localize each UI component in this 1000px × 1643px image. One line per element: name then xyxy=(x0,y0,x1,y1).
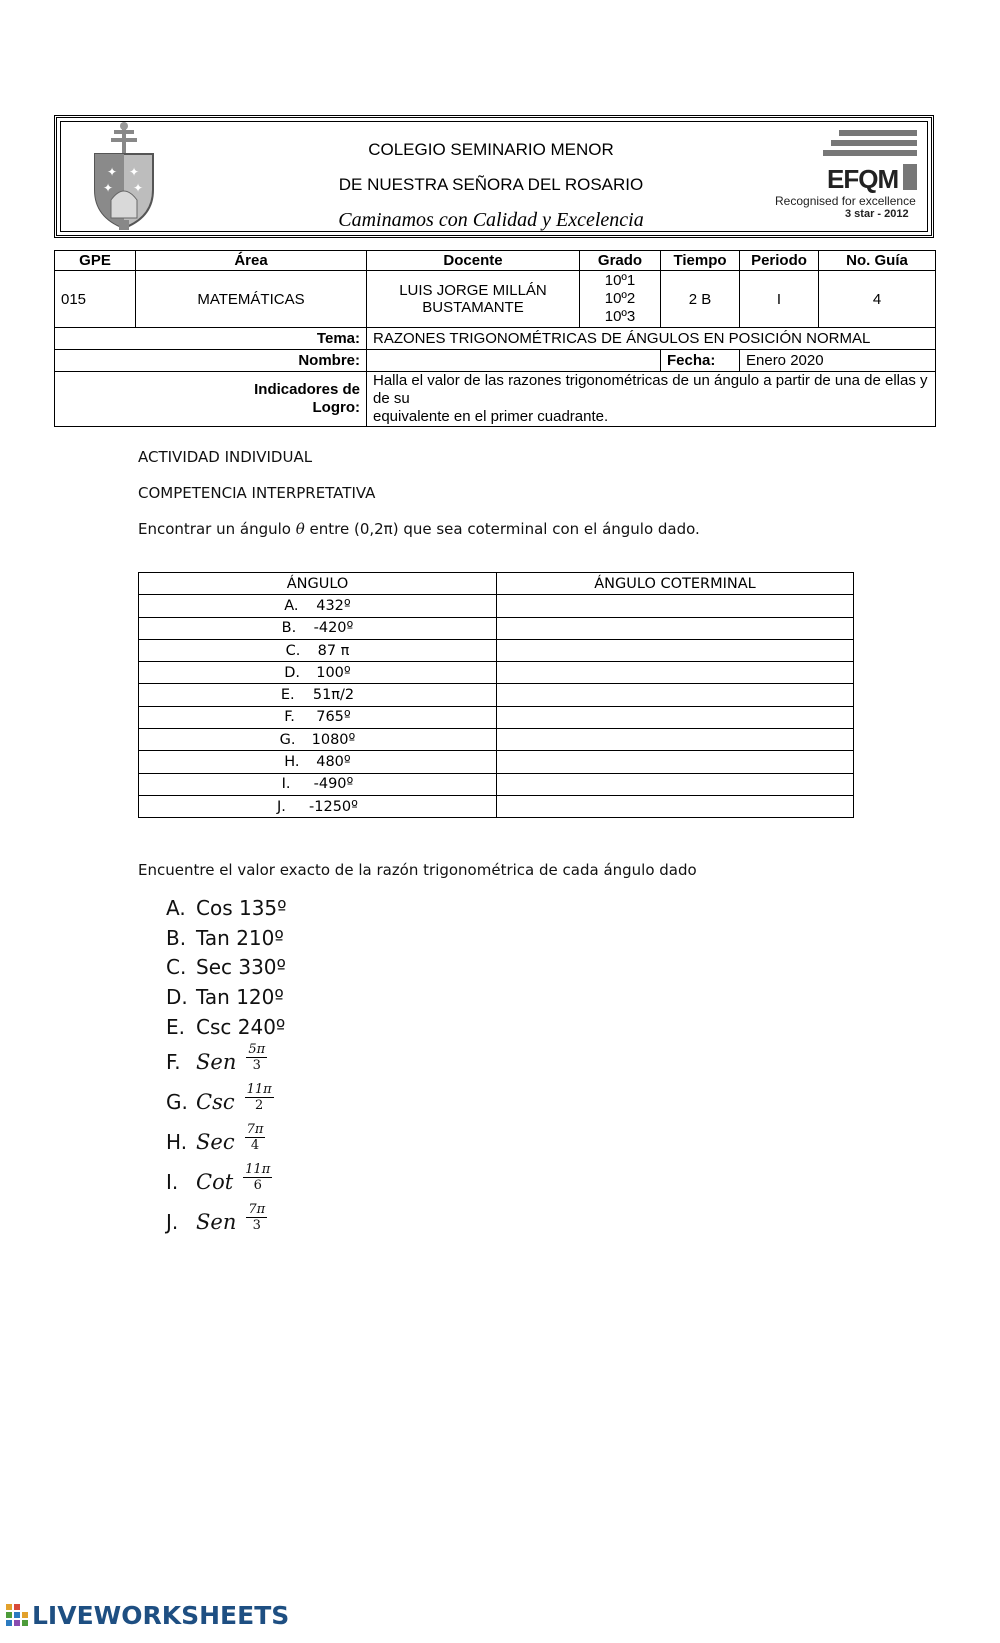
nombre-field[interactable] xyxy=(367,350,661,372)
angle-cell xyxy=(139,595,497,617)
coterminal-answer[interactable] xyxy=(497,795,854,817)
liveworksheets-grid-icon xyxy=(6,1604,28,1626)
table-row xyxy=(139,751,854,773)
docente-value xyxy=(367,271,580,328)
area-value: MATEMÁTICAS xyxy=(136,271,367,328)
header-guia: No. Guía xyxy=(819,251,936,271)
angle-value: 432º xyxy=(316,597,351,614)
item-text: Csc 240º xyxy=(196,1015,286,1039)
indicadores-label-1: Indicadores de xyxy=(254,381,360,398)
list-item xyxy=(166,955,286,979)
item-letter: E. xyxy=(166,1015,185,1039)
table-row xyxy=(139,706,854,728)
svg-text:✦: ✦ xyxy=(129,165,140,179)
col-coterminal: ÁNGULO COTERMINAL xyxy=(497,573,854,595)
table-row xyxy=(139,773,854,795)
grado-3: 10º3 xyxy=(604,308,636,325)
item-letter: I. xyxy=(166,1170,179,1194)
list-item xyxy=(166,1162,272,1199)
coterminal-answer[interactable] xyxy=(497,617,854,639)
table-row xyxy=(139,662,854,684)
header-grado: Grado xyxy=(580,251,661,271)
angle-letter: G. xyxy=(279,731,296,748)
angle-letter: B. xyxy=(281,620,297,637)
angle-value: -420º xyxy=(313,620,354,637)
table-row xyxy=(139,684,854,706)
angle-cell xyxy=(139,729,497,751)
list-item xyxy=(166,1042,267,1079)
coterminal-answer[interactable] xyxy=(497,684,854,706)
fraction xyxy=(246,1202,267,1233)
item-letter: C. xyxy=(166,955,187,979)
indicadores-label xyxy=(55,372,367,427)
list-item xyxy=(166,1015,285,1039)
numerator: 7π xyxy=(248,1202,266,1217)
school-name-line2: DE NUESTRA SEÑORA DEL ROSARIO xyxy=(338,175,644,194)
coterminal-answer[interactable] xyxy=(497,639,854,661)
item-text: Tan 120º xyxy=(196,985,284,1009)
angle-value: 87 π xyxy=(317,642,350,659)
trig-function: Csc xyxy=(196,1090,235,1114)
denominator: 4 xyxy=(250,1138,260,1153)
numerator: 11π xyxy=(245,1162,271,1177)
header-area: Área xyxy=(136,251,367,271)
numerator: 5π xyxy=(248,1042,266,1057)
angle-letter: H. xyxy=(284,754,300,771)
item-letter: B. xyxy=(166,926,187,950)
angle-cell xyxy=(139,639,497,661)
angle-value: 765º xyxy=(316,709,351,726)
fecha-value: Enero 2020 xyxy=(740,350,936,372)
denominator: 2 xyxy=(255,1098,264,1113)
header-gpe: GPE xyxy=(55,251,136,271)
numerator: 11π xyxy=(246,1082,272,1097)
school-motto: Caminamos con Calidad y Excelencia xyxy=(338,209,644,231)
instruction1-part-b: entre (0,2π) que sea coterminal con el ángulo dado. xyxy=(304,520,700,538)
angle-value: -490º xyxy=(313,776,354,793)
indicadores-line1: Halla el valor de las razones trigonométricas de un ángulo a partir de una de ellas y de su xyxy=(373,372,928,407)
activity-title: ACTIVIDAD INDIVIDUAL xyxy=(138,448,313,466)
grado-1: 10º1 xyxy=(604,272,636,289)
indicadores-line2: equivalente en el primer cuadrante. xyxy=(373,408,609,425)
fraction xyxy=(245,1082,274,1113)
angle-value: 1080º xyxy=(311,731,356,748)
table-row xyxy=(139,795,854,817)
angle-letter: F. xyxy=(284,709,295,726)
info-table xyxy=(54,250,936,427)
nombre-row xyxy=(55,350,936,372)
guia-value: 4 xyxy=(819,271,936,328)
angle-letter: J. xyxy=(277,798,286,815)
tema-row xyxy=(55,328,936,350)
tema-label: Tema: xyxy=(55,328,367,350)
liveworksheets-wordmark: LIVEWORKSHEETS xyxy=(32,1600,290,1630)
item-letter: D. xyxy=(166,985,188,1009)
angle-value: 51π/2 xyxy=(312,687,355,704)
instruction-coterminal xyxy=(138,520,700,538)
angle-letter: A. xyxy=(284,597,299,614)
svg-text:✦: ✦ xyxy=(103,181,114,195)
svg-text:✦: ✦ xyxy=(133,181,144,195)
angle-letter: D. xyxy=(284,664,301,681)
header-periodo: Periodo xyxy=(740,251,819,271)
efqm-word: EFQM xyxy=(827,164,899,194)
tiempo-value: 2 B xyxy=(661,271,740,328)
indicadores-value xyxy=(367,372,936,427)
coterminal-answer[interactable] xyxy=(497,773,854,795)
list-item xyxy=(166,926,284,950)
item-letter: J. xyxy=(166,1210,179,1234)
denominator: 3 xyxy=(252,1058,261,1073)
fraction xyxy=(246,1042,267,1073)
efqm-stars: 3 star - 2012 xyxy=(845,208,909,220)
theta-symbol: θ xyxy=(295,520,305,538)
list-item xyxy=(166,896,287,920)
item-letter: G. xyxy=(166,1090,188,1114)
list-item xyxy=(166,1082,274,1119)
tema-value: RAZONES TRIGONOMÉTRICAS DE ÁNGULOS EN POSICIÓN NORMAL xyxy=(367,328,936,350)
angle-letter: C. xyxy=(285,642,301,659)
table-row xyxy=(139,639,854,661)
info-values-row xyxy=(55,271,936,328)
grado-value xyxy=(580,271,661,328)
coterminal-answer[interactable] xyxy=(497,751,854,773)
coterminal-answer[interactable] xyxy=(497,729,854,751)
angle-cell xyxy=(139,617,497,639)
fraction xyxy=(243,1162,272,1193)
numerator: 7π xyxy=(246,1122,264,1137)
angle-cell xyxy=(139,684,497,706)
angle-cell xyxy=(139,795,497,817)
header-docente: Docente xyxy=(367,251,580,271)
item-letter: A. xyxy=(166,896,186,920)
indicadores-label-2: Logro: xyxy=(312,399,360,416)
school-header xyxy=(54,115,934,238)
coterminal-answer[interactable] xyxy=(497,706,854,728)
list-item xyxy=(166,985,284,1009)
table-row xyxy=(139,595,854,617)
school-header-inner xyxy=(60,121,928,232)
indicadores-row xyxy=(55,372,936,427)
fraction xyxy=(245,1122,266,1153)
instruction1-part-a: Encontrar un ángulo xyxy=(138,520,296,538)
instruction-ratios: Encuentre el valor exacto de la razón trigonométrica de cada ángulo dado xyxy=(138,861,697,879)
nombre-label: Nombre: xyxy=(55,350,367,372)
info-header-row xyxy=(55,251,936,271)
docente-line1: LUIS JORGE MILLÁN xyxy=(399,282,547,299)
competence-title: COMPETENCIA INTERPRETATIVA xyxy=(138,484,376,502)
item-text: Sec 330º xyxy=(196,955,286,979)
trig-function: Cot xyxy=(196,1170,234,1194)
col-angulo: ÁNGULO xyxy=(139,573,497,595)
liveworksheets-logo[interactable] xyxy=(6,1600,289,1630)
school-crest-icon xyxy=(89,122,159,234)
school-name-line1: COLEGIO SEMINARIO MENOR xyxy=(368,140,614,159)
docente-line2: BUSTAMANTE xyxy=(422,299,524,316)
table-row xyxy=(139,617,854,639)
angle-cell xyxy=(139,662,497,684)
periodo-value: I xyxy=(740,271,819,328)
angle-value: 480º xyxy=(316,754,351,771)
angle-letter: E. xyxy=(280,687,295,704)
trig-function: Sen xyxy=(196,1050,237,1074)
trig-function: Sec xyxy=(196,1130,235,1154)
item-text: Tan 210º xyxy=(196,926,284,950)
item-letter: H. xyxy=(166,1130,188,1154)
angle-letter: I. xyxy=(281,776,291,793)
list-item xyxy=(166,1202,267,1239)
table-row xyxy=(139,729,854,751)
coterminal-answer[interactable] xyxy=(497,662,854,684)
header-tiempo: Tiempo xyxy=(661,251,740,271)
denominator: 3 xyxy=(252,1218,261,1233)
list-item xyxy=(166,1122,265,1159)
trig-function: Sen xyxy=(196,1210,237,1234)
denominator: 6 xyxy=(253,1178,262,1193)
angle-value: 100º xyxy=(316,664,351,681)
coterminal-answer[interactable] xyxy=(497,595,854,617)
angle-cell xyxy=(139,773,497,795)
angle-cell xyxy=(139,751,497,773)
svg-text:✦: ✦ xyxy=(107,165,118,179)
efqm-badge xyxy=(775,128,925,228)
item-text: Cos 135º xyxy=(196,896,287,920)
angle-table xyxy=(138,572,854,818)
fecha-label: Fecha: xyxy=(661,350,740,372)
gpe-value: 015 xyxy=(55,271,136,328)
efqm-subtitle: Recognised for excellence xyxy=(775,194,916,208)
angle-value: -1250º xyxy=(309,798,358,815)
grado-2: 10º2 xyxy=(604,290,636,307)
item-letter: F. xyxy=(166,1050,181,1074)
angle-cell xyxy=(139,706,497,728)
angle-table-header xyxy=(139,573,854,595)
